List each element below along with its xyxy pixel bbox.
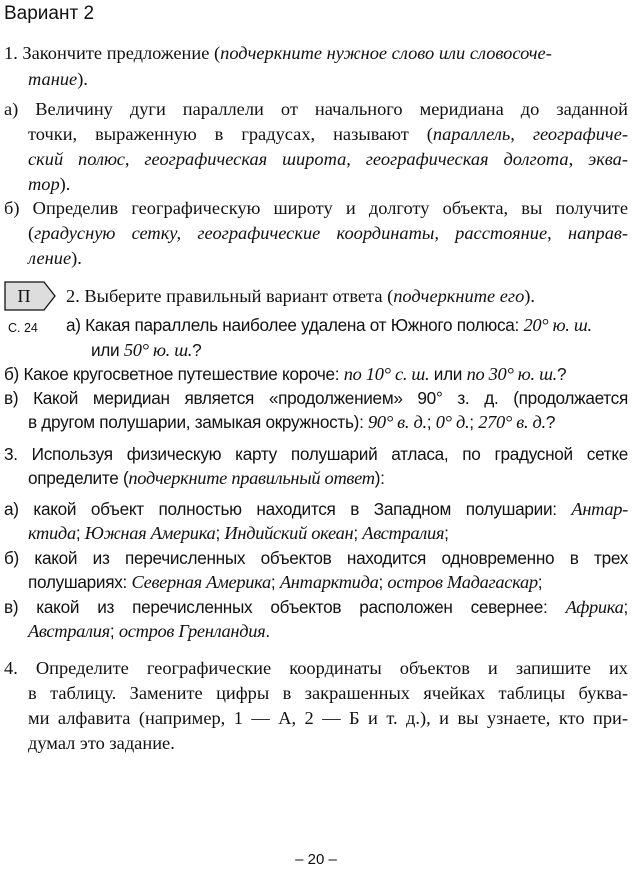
task1-b-line1: б) Определив географическую широту и долготу объекта, вы получите <box>4 198 628 218</box>
task2-b-text: б) Какое кругосветное путешествие короче: <box>4 364 344 384</box>
task1-text-end: ). <box>77 69 88 89</box>
task1-b-close: ). <box>71 248 82 268</box>
task1-a-line4 <box>28 172 70 196</box>
task3-c-line1 <box>4 595 628 619</box>
task2-a-qmark: ? <box>192 340 202 360</box>
task3-b-line2 <box>28 570 542 594</box>
task3-c-sep1: ; <box>109 621 119 641</box>
task3-b-sep2: ; <box>378 572 388 592</box>
task2-close: ). <box>524 286 536 306</box>
task3-b-end: ; <box>537 572 543 592</box>
task3-b-sep1: ; <box>270 572 280 592</box>
task3-close: ): <box>374 468 385 488</box>
task2-c-sep2: ; <box>469 412 479 432</box>
task2-b-option1: по 10° с. ш. <box>343 364 430 384</box>
task3-a-option3: Индийский океан <box>224 523 354 543</box>
task1-b-paren: ( <box>28 223 35 243</box>
task4-line3: ми алфавита (например, 1 — А, 2 — Б и т. д.), и вы узнаете, кто при- <box>28 708 628 728</box>
task2-b-line1 <box>4 362 566 386</box>
task2-c-line2 <box>28 410 555 434</box>
task2-c-option2: 0° д. <box>435 412 470 432</box>
task3-b-option2: Антарктида <box>279 572 379 592</box>
task1-a-option: параллель, географиче- <box>432 124 628 144</box>
task1-instruction: подчеркните нужное слово или словосоче- <box>220 43 552 63</box>
task2-c-option3: 270° в. д. <box>478 412 546 432</box>
task2-a-line2 <box>91 338 201 362</box>
task3-b-option1: Северная Америка <box>131 572 271 592</box>
task2-c-line1: в) Какой меридиан является «продолжением» 90° з. д. (продолжается <box>4 388 628 408</box>
task2-a-or: или <box>91 340 124 360</box>
task3-a-line1 <box>4 497 628 521</box>
task1-line2 <box>28 67 88 91</box>
task3-instruction: подчеркните правильный ответ <box>128 468 375 488</box>
task3-a-option4: Австралия <box>362 523 445 543</box>
task1-b-line2 <box>28 221 628 245</box>
task3-c-option3: остров Гренландия <box>118 621 266 641</box>
task1-b-line3 <box>28 246 82 270</box>
task2-text: 2. Выберите правильный вариант ответа ( <box>66 286 394 306</box>
task3-a-line2 <box>28 521 449 545</box>
task3-a-option1-end: ктида <box>28 523 76 543</box>
task3-a-option2: Южная Америка <box>84 523 216 543</box>
task3-a-text: а) какой объект полностью находится в Западном полушарии: <box>4 499 572 519</box>
task3-line1: 3. Используя физическую карту полушарий атласа, по градусной сетке <box>4 444 628 464</box>
task1-b-options: градусную сетку, географические координаты, расстояние, направ- <box>34 223 628 243</box>
task3-c-text: в) какой из перечисленных объектов расположен севернее: <box>4 597 566 617</box>
variant-heading: Вариант 2 <box>4 3 95 24</box>
task3-c-line2 <box>28 619 270 643</box>
task3-b-option3: остров Мадагаскар <box>387 572 538 592</box>
page-number: – 20 – <box>295 851 337 868</box>
task2-a-option1: 20° ю. ш. <box>523 315 592 335</box>
task1-text: 1. Закончите предложение ( <box>4 43 221 63</box>
task4-line1: 4. Определите географические координаты объектов и запишите их <box>4 658 628 678</box>
task1-a-close: ). <box>59 174 71 194</box>
task1-line1 <box>4 41 552 65</box>
task3-b-text: полушариях: <box>28 572 132 592</box>
task2-b-qmark: ? <box>556 364 567 384</box>
task3-c-option1: Африка <box>565 597 624 617</box>
task1-b-option-end: ление <box>28 248 72 268</box>
task1-a-line3 <box>28 147 628 171</box>
task3-a-end: ; <box>444 523 449 543</box>
task3-b-line1: б) какой из перечисленных объектов находится одновременно в трех <box>4 548 628 568</box>
reference-arrow-icon <box>4 281 56 311</box>
task1-instruction-end: тание <box>28 69 78 89</box>
task1-a-options: ский полюс, географическая широта, географическая долгота, эква- <box>28 149 628 169</box>
task2-a-line1 <box>66 313 592 337</box>
task1-a-text: точки, выраженную в градусах, называют ( <box>28 124 433 144</box>
task2-line1 <box>66 284 535 308</box>
task1-a-option-end: тор <box>28 174 60 194</box>
task4-line4: думал это задание. <box>28 733 175 753</box>
task2-c-option1: 90° в. д. <box>368 412 427 432</box>
task3-line2 <box>28 466 385 490</box>
task3-c-option2: Австралия <box>28 621 110 641</box>
task3-text: определите ( <box>28 468 129 488</box>
task4-line2: в таблицу. Замените цифры в закрашенных ячейках таблицы буква- <box>28 683 628 703</box>
reference-page: С. 24 <box>8 321 38 335</box>
task2-b-or: или <box>429 364 467 384</box>
task2-b-option2: по 30° ю. ш. <box>466 364 557 384</box>
task2-c-qmark: ? <box>545 412 556 432</box>
task1-a-line1: а) Величину дуги параллели от начального меридиана до заданной <box>4 99 628 119</box>
task3-a-option1-start: Антар- <box>571 499 628 519</box>
task2-a-text: а) Какая параллель наиболее удалена от Южного полюса: <box>66 315 524 335</box>
task3-a-sep3: ; <box>353 523 363 543</box>
reference-letter: П <box>17 286 31 306</box>
task2-instruction: подчеркните его <box>393 286 525 306</box>
task3-a-sep2: ; <box>215 523 225 543</box>
task1-a-line2 <box>28 122 628 146</box>
task3-c-sep0: ; <box>623 597 628 617</box>
task3-a-sep1: ; <box>75 523 85 543</box>
task2-c-sep1: ; <box>426 412 436 432</box>
task2-c-text: в другом полушарии, замыкая окружность): <box>28 412 369 432</box>
task2-a-option2: 50° ю. ш. <box>123 340 193 360</box>
task3-c-end: . <box>265 621 270 641</box>
